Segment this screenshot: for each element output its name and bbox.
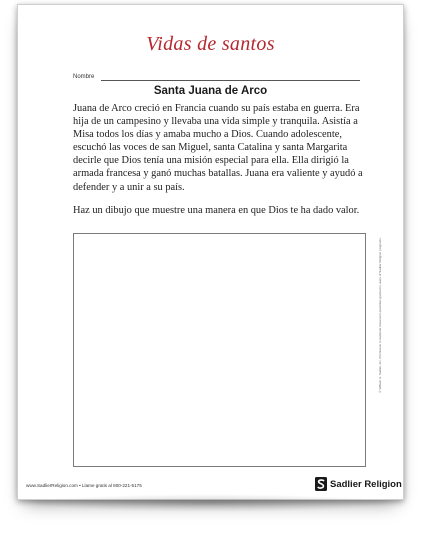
- drawing-area: [73, 233, 366, 467]
- drawing-instruction: Haz un dibujo que muestre una manera en que Dios te ha dado valor.: [73, 205, 360, 216]
- saint-heading: Santa Juana de Arco: [153, 85, 268, 97]
- name-line: [101, 80, 360, 81]
- footer-contact: www.SadlierReligion.com • Llame gratis al 800-221-5175: [26, 483, 142, 488]
- name-field: [73, 72, 360, 84]
- saint-story: Juana de Arco creció en Francia cuando su país estaba en guerra. Era hija de un campesino y llevaba una vida simple y tranquila. Asistía a Misa todos los días y amaba mucho a Dios. Cuando adolescente, escuchó las voces de san Miguel, santa Catalina y santa Margarita decirle que Dios tenía una misión especial para ella. Ella dirigió la armada francesa y ganó muchas batallas. Juana era valiente y ayudó a defender y a unir a su país.: [73, 103, 363, 193]
- page-shadow: [30, 494, 390, 512]
- sadlier-s-icon: [315, 477, 327, 491]
- worksheet-title: Vidas de santos: [146, 33, 275, 55]
- brand-name: Sadlier Religion: [330, 478, 402, 490]
- sadlier-logo: [315, 476, 402, 492]
- copyright-note: [376, 200, 384, 430]
- name-label: Nombre: [73, 74, 95, 80]
- copyright-text: © William H. Sadlier, Inc. Permission to duplicate classroom quantities granted to users of Sadlier Religion programs.: [378, 237, 382, 393]
- worksheet-page: [17, 4, 404, 500]
